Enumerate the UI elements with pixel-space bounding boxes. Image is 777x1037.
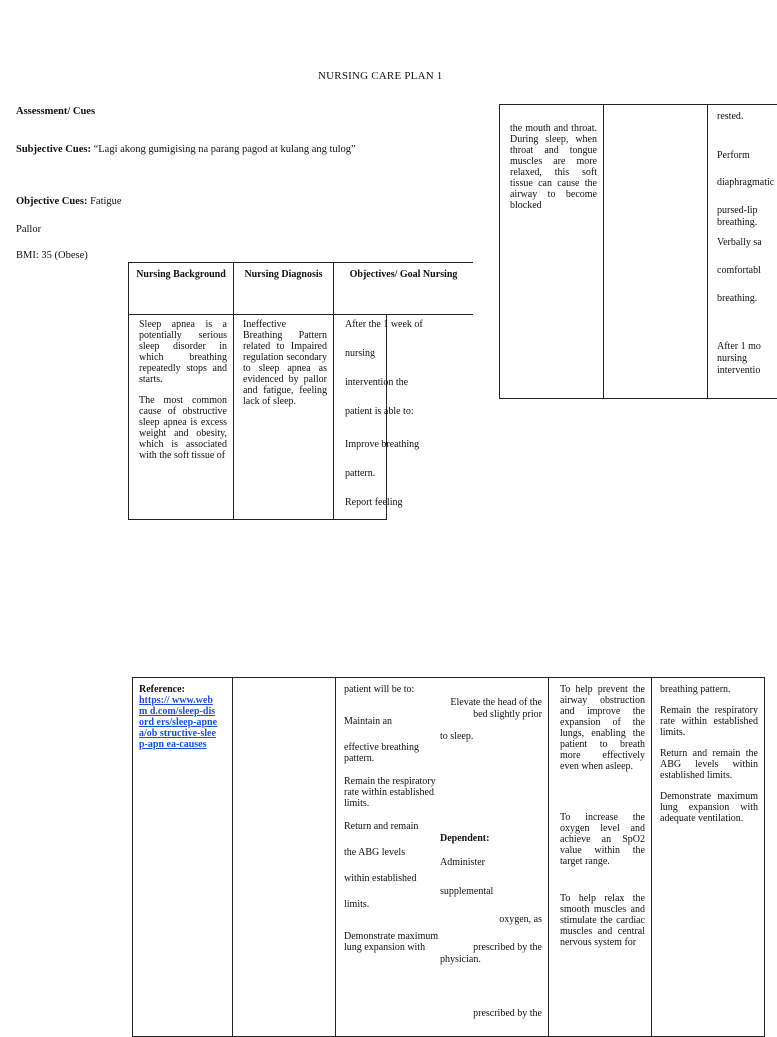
background-paragraph-1: Sleep apnea is a potentially serious sleep disorder in which breathing repeatedly stops and starts. — [139, 319, 227, 385]
rationale-1: To help prevent the airway obstruction and improve the expansion of the lungs, enabling the patient to breath more effectively even when asleep. — [560, 684, 645, 772]
rationale-cell — [548, 677, 652, 1037]
intervention-oxygen: oxygen, as — [499, 914, 542, 925]
objective-line-1: After the 1 week of — [345, 319, 423, 330]
assessment-heading: Assessment/ Cues — [16, 106, 96, 117]
evaluation-4: Demonstrate maximum lung expansion with adequate ventilation. — [660, 791, 758, 824]
table2-line-diaphragmatic: diaphragmatic — [717, 177, 775, 188]
goal-line-7: within established — [344, 873, 417, 884]
intervention-dependent: Dependent: — [440, 833, 490, 844]
intervention-prescribed: prescribed by the — [473, 942, 542, 953]
intervention-elevate: Elevate the head of the bed slightly prior — [450, 697, 542, 720]
page-title: NURSING CARE PLAN 1 — [318, 70, 443, 82]
subjective-cues — [16, 144, 366, 156]
diagnosis-cell: Ineffective Breathing Pattern related to Impaired regulation secondary to sleep apnea as evidenced by pallor and fatigue, feeling lack of sleep. — [233, 314, 334, 520]
rationale-2: To increase the oxygen level and achieve an SpO2 value within the target range. — [560, 812, 645, 867]
objective-label: Objective Cues: — [16, 196, 88, 207]
objective-text: Fatigue — [87, 196, 122, 207]
table2-interventions-cell — [707, 104, 777, 399]
objectives-cell — [333, 314, 423, 520]
goal-line-1: patient will be to: — [344, 684, 415, 695]
subjective-label: Subjective Cues: — [16, 144, 91, 155]
objective-line-3: intervention the — [345, 377, 409, 388]
pallor-text: Pallor — [16, 224, 42, 235]
table2-line-comfortable: comfortabl — [717, 265, 761, 276]
goal-line-9: Demonstrate maximum lung expansion with — [344, 931, 439, 953]
goal-line-3: effective breathing pattern. — [344, 742, 420, 764]
background-paragraph-2: The most common cause of obstructive sleep apnea is excess weight and obesity, which is associated with the soft tissue of — [139, 395, 227, 461]
goals-interventions-cell — [335, 677, 549, 1037]
intervention-prescribed-2: prescribed by the — [473, 1008, 542, 1019]
goal-line-4: Remain the respiratory rate within established limits. — [344, 776, 436, 809]
table2-line-pursed-lip: pursed-lip breathing. — [717, 205, 758, 228]
header-objectives: Objectives/ Goal Nursing — [333, 262, 473, 315]
objective-cues — [16, 196, 122, 208]
interventions-column — [440, 697, 542, 1020]
reference-label: Reference: — [139, 684, 185, 695]
intervention-physician: physician. — [440, 954, 481, 965]
bmi-text: BMI: 35 (Obese) — [16, 250, 88, 261]
goal-line-8: limits. — [344, 899, 370, 910]
intervention-supplemental: supplemental — [440, 886, 494, 897]
goal-line-2: Maintain an — [344, 716, 393, 727]
objective-line-6: pattern. — [345, 468, 376, 479]
objective-line-2: nursing — [345, 348, 375, 359]
intervention-administer: Administer — [440, 857, 485, 868]
objective-line-7: Report feeling — [345, 497, 403, 508]
table2-line-breathing: breathing. — [717, 293, 758, 304]
rationale-3: To help relax the smooth muscles and stimulate the cardiac muscles and central nervous system for — [560, 893, 645, 948]
goal-line-5: Return and remain — [344, 821, 419, 832]
reference-cell — [132, 677, 233, 1037]
table2-line-verbally: Verbally sa — [717, 237, 762, 248]
header-nursing-background: Nursing Background — [128, 262, 234, 315]
subjective-text: “Lagi akong gumigising na parang pagod at kulang ang tulog” — [90, 144, 356, 155]
table2-line-perform: Perform — [717, 150, 750, 161]
table2-background-cell: the mouth and throat. During sleep, when throat and tongue muscles are more relaxed, this soft tissue can cause the airway to become blocked — [499, 104, 604, 399]
evaluation-2: Remain the respiratory rate within established limits. — [660, 705, 758, 738]
header-nursing-diagnosis: Nursing Diagnosis — [233, 262, 334, 315]
table3-empty-cell — [232, 677, 336, 1037]
goals-column — [344, 684, 440, 953]
background-cell — [128, 314, 234, 520]
goal-line-6: the ABG levels — [344, 847, 406, 858]
objective-line-4: patient is able to: — [345, 406, 414, 417]
intervention-to-sleep: to sleep. — [440, 731, 474, 742]
reference-link[interactable]: https:// www.webm d.com/sleep-disord ers/sleep-apnea/ob structive-sleep-apn ea-causes — [139, 695, 218, 750]
evaluation-3: Return and remain the ABG levels within established limits. — [660, 748, 758, 781]
objective-line-5: Improve breathing — [345, 439, 420, 450]
evaluation-cell — [651, 677, 765, 1037]
table2-line-rested: rested. — [717, 111, 744, 122]
table2-line-after: After 1 mo nursing interventio — [717, 341, 761, 376]
table2-empty-cell — [603, 104, 708, 399]
evaluation-1: breathing pattern. — [660, 684, 731, 695]
